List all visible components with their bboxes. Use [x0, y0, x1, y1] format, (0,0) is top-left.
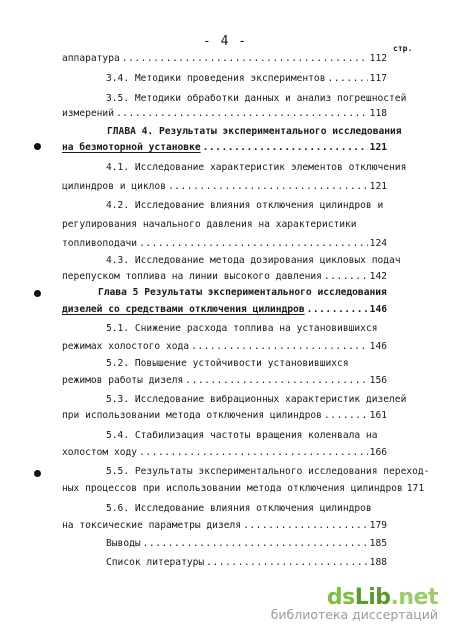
toc-entry — [62, 374, 387, 388]
toc-entry-text: при использовании метода отключения цилиндров — [62, 410, 322, 421]
toc-entry — [106, 322, 387, 336]
watermark-brand-ds: ds — [326, 585, 355, 610]
toc-entry-text: 5.4. Стабилизация частоты вращения коленвала на — [106, 430, 378, 441]
toc-entry-page: 146 — [369, 304, 387, 315]
toc-entry-text: режимах холостого хода — [62, 341, 190, 352]
toc-entry — [62, 52, 387, 66]
toc-entry — [62, 482, 425, 496]
toc-entry-page: 161 — [369, 410, 387, 421]
toc-entry — [106, 199, 387, 213]
toc-entry-text: на безмоторной установке — [62, 142, 201, 153]
toc-entry-page: 124 — [369, 238, 387, 249]
watermark — [271, 585, 438, 622]
toc-entry-text: регулирования начального давления на характеристики — [62, 219, 357, 230]
toc-entry-text: режимов работы дизеля — [62, 375, 184, 386]
toc-entry — [62, 180, 387, 194]
toc-entry — [106, 429, 387, 443]
toc-entry — [98, 286, 387, 300]
toc-entry-text: 4.1. Исследование характеристик элементов отключения — [106, 162, 407, 173]
toc-entry-page: 179 — [369, 520, 387, 531]
toc-entry-text: 4.3. Исследование метода дозирования цикловых подач — [106, 255, 401, 266]
toc-entry-page: 142 — [369, 271, 387, 282]
toc-entry-text: дизелей со средствами отключения цилиндров — [62, 304, 305, 315]
toc-entry-page: 121 — [369, 181, 387, 192]
toc-dot-leader — [139, 446, 368, 460]
watermark-subtitle: библиотека диссертаций — [270, 607, 438, 622]
toc-entry — [62, 218, 387, 232]
page-column-label: стр. — [393, 44, 413, 53]
toc-dot-leader — [324, 409, 368, 423]
toc-entry-text: 5.1. Снижение расхода топлива на установившихся — [106, 323, 378, 334]
toc-entry-page: 156 — [369, 375, 387, 386]
toc-entry-text: 3.4. Методики проведения экспериментов — [106, 73, 326, 84]
toc-entry — [62, 303, 387, 317]
watermark-brand-lib: Lib — [354, 585, 391, 610]
toc-entry-page: 188 — [369, 557, 387, 568]
binding-hole-mark — [34, 470, 41, 477]
toc-entry-text: измерений — [62, 108, 114, 119]
toc-dot-leader — [168, 180, 368, 194]
toc-entry — [106, 393, 407, 407]
toc-entry — [106, 556, 387, 570]
toc-dot-leader — [191, 340, 368, 354]
toc-entry — [62, 270, 387, 284]
toc-entry-page: 112 — [369, 53, 387, 64]
toc-entry — [106, 161, 407, 175]
toc-entry — [106, 357, 387, 371]
toc-entry-text: холостом ходу — [62, 447, 138, 458]
watermark-brand-net: .net — [390, 585, 438, 610]
toc-entry — [62, 446, 387, 460]
toc-entry-text: 3.5. Методики обработки данных и анализ погрешностей — [106, 93, 407, 104]
toc-entry — [62, 141, 387, 155]
toc-entry-text: на токсические параметры дизеля — [62, 520, 242, 531]
toc-entry-text: 5.2. Повышение устойчивости установившихся — [106, 358, 349, 369]
binding-hole-mark — [34, 290, 41, 297]
toc-dot-leader — [307, 303, 368, 317]
toc-entry-page: 166 — [369, 447, 387, 458]
toc-entry-page: 171 — [406, 483, 425, 494]
toc-dot-leader — [324, 270, 368, 284]
toc-entry-text: Глава 5 Результаты экспериментального исследования — [98, 287, 387, 298]
toc-entry-text: 5.5. Результаты экспериментального исследования переход- — [106, 466, 430, 477]
toc-dot-leader — [122, 52, 368, 66]
toc-entry-page: 118 — [369, 108, 387, 119]
toc-entry-text: 5.6. Исследование влияния отключения цилиндров — [106, 503, 372, 514]
page-number: - 4 - — [202, 34, 248, 49]
toc-entry-text: топливоподачи — [62, 238, 138, 249]
toc-dot-leader — [203, 141, 368, 155]
toc-entry — [106, 72, 387, 86]
toc-entry — [106, 502, 387, 516]
toc-dot-leader — [328, 72, 368, 86]
toc-entry — [62, 340, 387, 354]
toc-entry-text: ных процессов при использовании метода отключения цилиндров — [62, 483, 403, 494]
toc-entry — [62, 107, 387, 121]
toc-entry — [106, 92, 407, 106]
toc-entry — [62, 409, 387, 423]
toc-entry-page: 146 — [369, 341, 387, 352]
toc-entry — [62, 519, 387, 533]
toc-entry-text: аппаратура — [62, 53, 120, 64]
binding-hole-mark — [34, 143, 41, 150]
toc-entry-text: цилиндров и циклов — [62, 181, 166, 192]
toc-entry-page: 185 — [369, 538, 387, 549]
toc-dot-leader — [243, 519, 368, 533]
toc-dot-leader — [116, 107, 368, 121]
toc-dot-leader — [139, 237, 368, 251]
toc-entry-text: ГЛАВА 4. Результаты экспериментального исследования — [107, 126, 402, 137]
toc-entry-text: перепуском топлива на линии высокого давления — [62, 271, 322, 282]
toc-entry-text: Выводы — [106, 538, 141, 549]
toc-dot-leader — [185, 374, 367, 388]
toc-entry — [106, 465, 430, 479]
toc-entry — [106, 537, 387, 551]
toc-entry-page: 117 — [369, 73, 387, 84]
toc-entry-page: 121 — [369, 142, 387, 153]
toc-entry — [107, 125, 402, 139]
toc-dot-leader — [143, 537, 368, 551]
toc-entry-text: Список литературы — [106, 557, 205, 568]
toc-entry-text: 4.2. Исследование влияния отключения цилиндров и — [106, 200, 384, 211]
toc-entry — [106, 254, 401, 268]
toc-entry-text: 5.3. Исследование вибрационных характеристик дизелей — [106, 394, 407, 405]
toc-entry — [62, 237, 387, 251]
toc-dot-leader — [206, 556, 367, 570]
